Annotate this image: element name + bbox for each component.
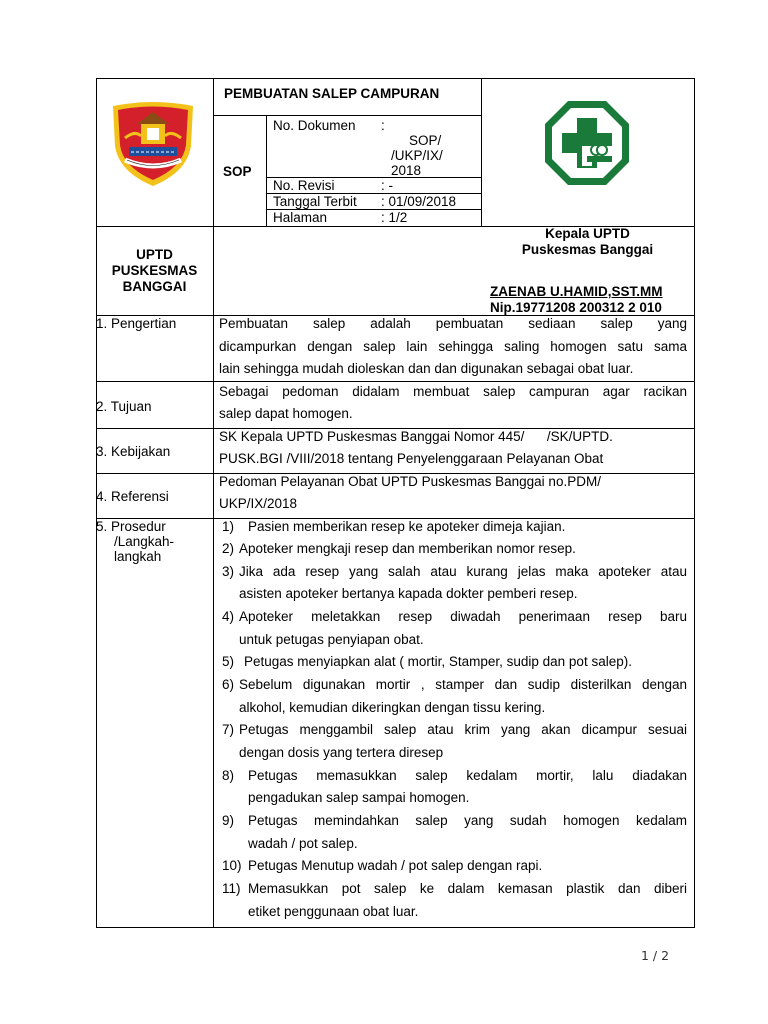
procedure-step-text: Petugas Menutup wadah / pot salep dengan rapi. [248,858,543,873]
document-title: PEMBUATAN SALEP CAMPURAN [224,86,440,101]
section-referensi-label: 4. Referensi [96,489,169,504]
procedure-step-number: 9) [222,813,235,828]
procedure-step-text: Sebelum digunakan mortir , stamper dan sudip disterilkan dengan [239,677,687,692]
doc-number-value-line2: /UKP/IX/ [391,148,443,163]
procedure-step-text-continued: asisten apoteker bertanya kapada dokter pemberi resep. [239,586,578,601]
section-pengertian-line-2: dicampurkan dengan salep lain sehingga saling homogen satu sama [219,339,687,354]
revision-label: No. Revisi [273,178,335,193]
head-nip: Nip.19771208 200312 2 010 [490,300,662,315]
procedure-step-text: Petugas menggambil salep atau krim yang akan dicampur sesuai [239,722,687,737]
procedure-step-text-continued: alkohol, kemudian dikeringkan dengan tissu kering. [239,700,546,715]
organization-name [96,247,213,295]
head-title [481,226,694,258]
doc-number-label: No. Dokumen [273,118,356,133]
issue-date-value: : 01/09/2018 [381,194,457,209]
head-title-line-1: Kepala UPTD [545,226,630,241]
section-prosedur-label [96,519,174,564]
procedure-step-text-continued: pengadukan salep sampai homogen. [248,790,470,805]
section-prosedur-label-line-3: langkah [114,549,162,564]
page-value: : 1/2 [381,210,408,225]
issue-date-label: Tanggal Terbit [273,194,357,209]
revision-value: : - [381,178,393,193]
section-referensi-line-2: UKP/IX/2018 [219,496,298,511]
procedure-step-number: 10) [222,858,242,873]
page-label: Halaman [273,210,328,225]
procedure-step-number: 7) [222,722,235,737]
doc-number-value-line3: 2018 [391,163,422,178]
procedure-step-number: 6) [222,677,235,692]
organization-line-2: PUSKESMAS [111,263,198,278]
procedure-step-number: 11) [222,881,241,896]
procedure-step-text-continued: wadah / pot salep. [248,836,358,851]
procedure-step-text: Apoteker meletakkan resep diwadah penerimaan resep baru [239,609,687,624]
section-kebijakan-line-1: SK Kepala UPTD Puskesmas Banggai Nomor 445/ /SK/UPTD. [219,429,613,444]
procedure-step-number: 3) [222,564,235,579]
procedure-step-text: Jika ada resep yang salah atau kurang jelas maka apoteker atau [239,564,687,579]
organization-line-1: UPTD [136,247,173,262]
procedure-step-text-continued: untuk petugas penyiapan obat. [239,632,424,647]
sop-label: SOP [223,164,252,179]
section-pengertian-label: 1. Pengertian [96,316,177,331]
procedure-step-number: 8) [222,768,235,783]
procedure-step-number: 2) [222,541,235,556]
section-kebijakan-label: 3. Kebijakan [96,444,171,459]
puskesmas-logo-icon [542,98,632,188]
section-tujuan-label: 2. Tujuan [96,399,152,414]
procedure-step-text: Memasukkan pot salep ke dalam kemasan plastik dan diberi [248,881,687,896]
page-indicator: 1 / 2 [641,948,670,963]
section-tujuan-line-2: salep dapat homogen. [219,406,353,421]
procedure-step-text: Petugas memindahkan salep yang sudah homogen kedalam [248,813,687,828]
section-pengertian-line-1: Pembuatan salep adalah pembuatan sediaan salep yang [219,316,687,331]
section-prosedur-label-line-2: /Langkah- [114,534,175,549]
section-tujuan-line-1: Sebagai pedoman didalam membuat salep campuran agar racikan [219,384,687,399]
procedure-step-text-continued: dengan dosis yang tertera diresep [239,745,444,760]
section-kebijakan-line-2: PUSK.BGI /VIII/2018 tentang Penyelenggaraan Pelayanan Obat [219,451,604,466]
doc-number-colon: : [381,118,385,133]
banggai-regency-crest-icon [107,100,199,188]
procedure-step-number: 1) [222,519,235,534]
procedure-step-text: Petugas memasukkan salep kedalam mortir, lalu diadakan [248,768,687,783]
procedure-step-number: 4) [222,609,235,624]
procedure-step-text: Petugas menyiapkan alat ( mortir, Stamper, sudip dan pot salep). [244,654,632,669]
organization-line-3: BANGGAI [122,279,187,294]
section-pengertian-line-3: lain sehingga mudah dioleskan dan dan digunakan sebagai obat luar. [219,361,634,376]
procedure-step-text: Apoteker mengkaji resep dan memberikan nomor resep. [239,541,576,556]
head-name: ZAENAB U.HAMID,SST.MM [490,284,663,299]
procedure-step-text: Pasien memberikan resep ke apoteker dimeja kajian. [248,519,566,534]
procedure-step-text-continued: etiket penggunaan obat luar. [248,904,419,919]
head-title-line-2: Puskesmas Banggai [521,242,654,257]
section-referensi-line-1: Pedoman Pelayanan Obat UPTD Puskesmas Banggai no.PDM/ [219,474,601,489]
doc-number-value-line1: SOP/ [409,133,442,148]
procedure-step-number: 5) [222,654,235,669]
section-prosedur-label-line-1: 5. Prosedur [96,519,166,534]
